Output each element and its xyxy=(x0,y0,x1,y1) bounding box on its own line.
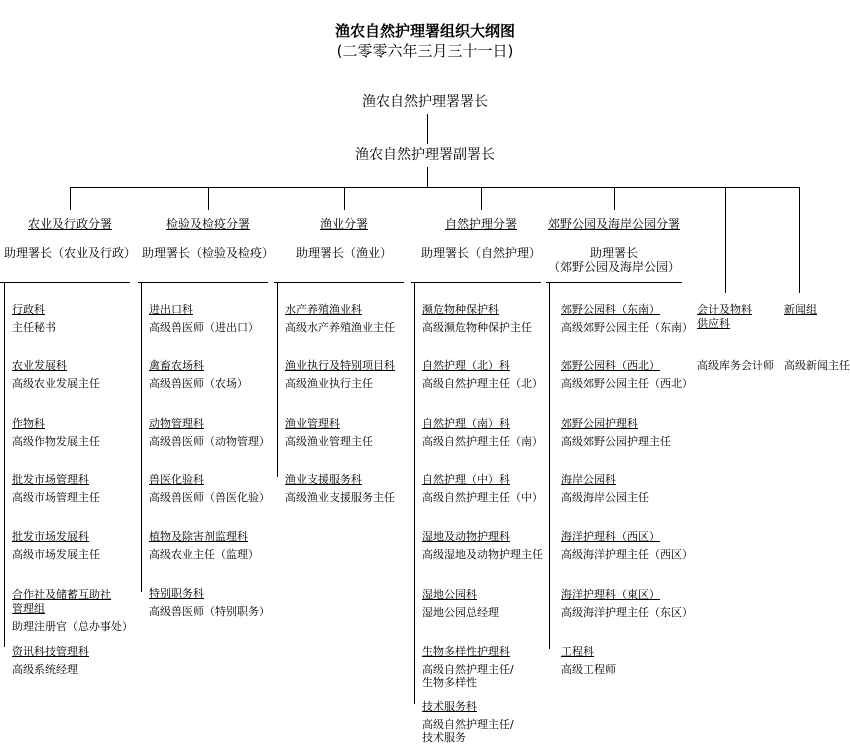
unit-post: 高级郊野公园护理主任 xyxy=(561,435,671,448)
unit-name: 批发市场发展科 xyxy=(12,530,89,543)
unit-post: 高级海洋护理主任（东区） xyxy=(561,606,693,619)
chart-date: (二零零六年三月三十一日) xyxy=(336,42,514,60)
unit-post: 高级郊野公园主任（东南） xyxy=(561,321,693,334)
unit-name: 海洋护理科（西区） xyxy=(561,530,660,543)
unit-post: 高级海洋护理主任（西区） xyxy=(561,548,693,561)
unit-post: 高级渔业管理主任 xyxy=(285,435,373,448)
unit-name: 管理组 xyxy=(12,602,45,615)
unit-post: 高级市场管理主任 xyxy=(12,491,100,504)
unit-name: 特别职务科 xyxy=(149,587,204,600)
unit-post: 高级作物发展主任 xyxy=(12,435,100,448)
unit-name: 会计及物料 xyxy=(697,303,752,316)
unit-name: 生物多样性护理科 xyxy=(422,645,510,658)
unit-post: 高级农业主任（监理） xyxy=(149,548,259,561)
unit-post: 高级郊野公园主任（西北） xyxy=(561,377,693,390)
unit-post: 高级农业发展主任 xyxy=(12,377,100,390)
unit-name: 郊野公园科（西北） xyxy=(561,359,660,372)
unit-post: 高级渔业执行主任 xyxy=(285,377,373,390)
unit-post: 高级兽医师（农场） xyxy=(149,377,248,390)
unit-name: 湿地及动物护理科 xyxy=(422,530,510,543)
branch-head: 助理署长（渔业） xyxy=(295,246,392,260)
branch-head: 助理署长 xyxy=(589,246,638,260)
unit-name: 海岸公园科 xyxy=(561,473,616,486)
unit-post: 高级兽医师（进出口） xyxy=(149,321,259,334)
unit-post: 高级自然护理主任/ xyxy=(422,718,514,731)
unit-name: 供应科 xyxy=(697,317,730,330)
unit-name: 合作社及储蓄互助社 xyxy=(12,588,111,601)
unit-post: 高级自然护理主任（中） xyxy=(422,491,543,504)
drop-line-press xyxy=(799,187,800,293)
unit-post: 高级湿地及动物护理主任 xyxy=(422,548,543,561)
unit-post: 高级兽医师（特别职务） xyxy=(149,605,270,618)
unit-post: 高级兽医师（动物管理） xyxy=(149,435,270,448)
unit-name: 兽医化验科 xyxy=(149,473,204,486)
branch-bus-line xyxy=(70,187,800,188)
unit-name: 渔业管理科 xyxy=(285,417,340,430)
unit-post: 高级自然护理主任/ xyxy=(422,663,514,676)
column-spine xyxy=(141,282,142,592)
unit-name: 自然护理（北）科 xyxy=(422,359,510,372)
unit-post: 高级海岸公园主任 xyxy=(561,491,649,504)
unit-name: 自然护理（中）科 xyxy=(422,473,510,486)
unit-name: 动物管理科 xyxy=(149,417,204,430)
unit-post: 高级市场发展主任 xyxy=(12,548,100,561)
unit-name: 新闻组 xyxy=(784,303,817,316)
column-spine xyxy=(414,282,415,704)
unit-post: 高级系统经理 xyxy=(12,663,78,676)
unit-name: 渔业执行及特别项目科 xyxy=(285,359,395,372)
unit-name: 植物及除害剂监理科 xyxy=(149,530,248,543)
unit-name: 农业发展科 xyxy=(12,359,67,372)
column-top-line xyxy=(411,282,541,283)
column-spine xyxy=(4,282,5,647)
deputy-director-box: 渔农自然护理署副署长 xyxy=(355,147,495,163)
director-box: 渔农自然护理署署长 xyxy=(362,94,488,110)
unit-post: 高级工程师 xyxy=(561,663,616,676)
unit-name: 资讯科技管理科 xyxy=(12,645,89,658)
unit-post: 高级兽医师（兽医化验） xyxy=(149,491,270,504)
unit-post: 高级濒危物种保护主任 xyxy=(422,321,532,334)
unit-post: 湿地公园总经理 xyxy=(422,606,499,619)
unit-post: 高级自然护理主任（南） xyxy=(422,435,543,448)
branch-title: 检验及检疫分署 xyxy=(165,217,250,231)
unit-post: 高级新闻主任 xyxy=(784,359,850,372)
column-top-line xyxy=(274,282,404,283)
branch-head: （郊野公园及海岸公园） xyxy=(547,260,680,274)
unit-name: 批发市场管理科 xyxy=(12,473,89,486)
column-spine xyxy=(277,282,278,477)
branch-head: 助理署长（检验及检疫） xyxy=(141,246,274,260)
unit-name: 禽畜农场科 xyxy=(149,359,204,372)
drop-line xyxy=(70,187,71,210)
unit-name: 进出口科 xyxy=(149,303,193,316)
unit-name: 濒危物种保护科 xyxy=(422,303,499,316)
branch-title: 自然护理分署 xyxy=(444,217,517,231)
column-top-line xyxy=(0,282,130,283)
drop-line xyxy=(208,187,209,210)
unit-post: 高级水产养殖渔业主任 xyxy=(285,321,395,334)
chart-title: 渔农自然护理署组织大纲图 xyxy=(334,22,515,40)
branch-title: 渔业分署 xyxy=(319,217,368,231)
unit-post: 高级自然护理主任（北） xyxy=(422,377,543,390)
column-spine xyxy=(549,282,550,649)
unit-name: 郊野公园护理科 xyxy=(561,417,638,430)
drop-line xyxy=(614,187,615,210)
drop-line xyxy=(481,187,482,210)
unit-post: 助理注册官（总办事处） xyxy=(12,620,133,633)
branch-head: 助理署长（自然护理） xyxy=(420,246,541,260)
unit-post: 高级库务会计师 xyxy=(697,359,774,372)
unit-name: 海洋护理科（東区） xyxy=(561,588,660,601)
unit-name: 自然护理（南）科 xyxy=(422,417,510,430)
unit-name: 技术服务科 xyxy=(422,700,477,713)
branch-title: 郊野公园及海岸公园分署 xyxy=(547,217,680,231)
branch-title: 农业及行政分署 xyxy=(27,217,112,231)
connector-deputy-bus xyxy=(427,167,428,187)
unit-post: 高级渔业支援服务主任 xyxy=(285,491,395,504)
drop-line-finance xyxy=(725,187,726,293)
unit-name: 水产养殖渔业科 xyxy=(285,303,362,316)
unit-name: 渔业支援服务科 xyxy=(285,473,362,486)
unit-post: 技术服务 xyxy=(422,731,466,744)
connector-director-deputy xyxy=(427,114,428,144)
drop-line xyxy=(344,187,345,210)
column-top-line xyxy=(138,282,268,283)
column-top-line xyxy=(546,282,682,283)
unit-name: 工程科 xyxy=(561,645,594,658)
unit-post: 主任秘书 xyxy=(12,321,56,334)
unit-post: 生物多样性 xyxy=(422,676,477,689)
unit-name: 郊野公园科（东南） xyxy=(561,303,660,316)
unit-name: 行政科 xyxy=(12,303,45,316)
unit-name: 湿地公园科 xyxy=(422,588,477,601)
unit-name: 作物科 xyxy=(12,417,45,430)
branch-head: 助理署长（农业及行政） xyxy=(3,246,136,260)
